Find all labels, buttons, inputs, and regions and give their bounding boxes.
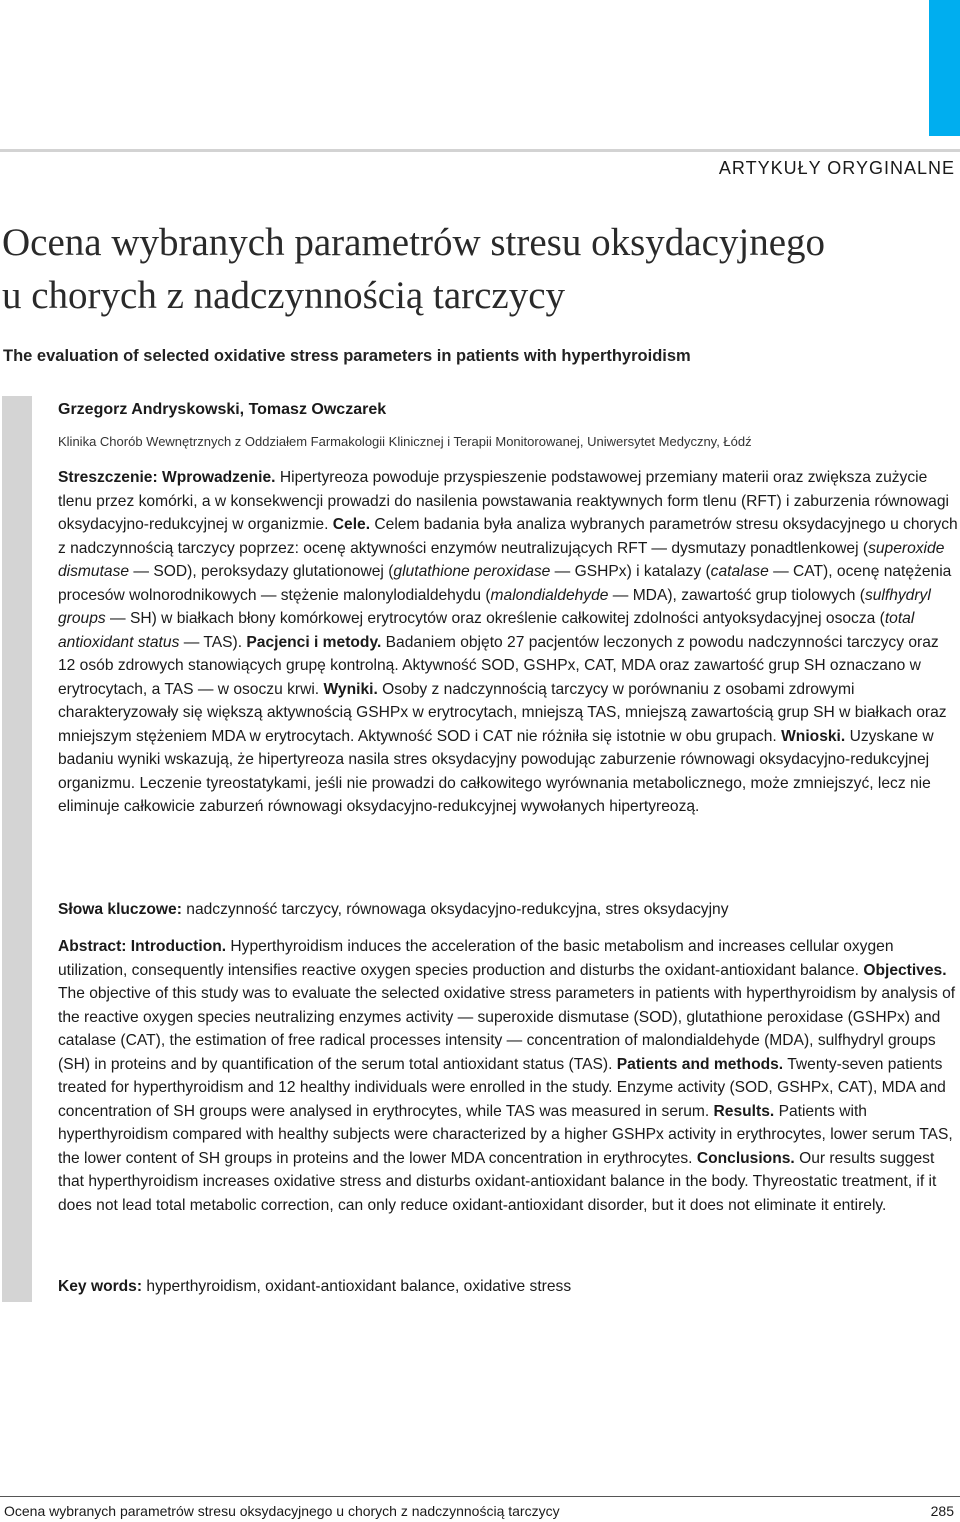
abstract: [58, 935, 958, 1217]
cele-text-6: — SH) w białkach błony komórkowej erytrocytów oraz określenie całkowitej zdolności antyoksydacyjnej osocza (: [105, 610, 885, 627]
cele-italic-4: malondialdehyde: [490, 586, 609, 604]
wyniki-text: Osoby z nadczynnością tarczycy w porównaniu z osobami zdrowymi charakteryzowały się większą aktywnością GSHPx w erytrocytach, mniejszą TAS, mniejszą zawartością grup SH w białkach oraz mniejszym stężeniem MDA w erytrocytach. Aktywność SOD i CAT nie różniła się istotnie w obu grupach.: [58, 680, 947, 745]
accent-bar: [929, 0, 960, 136]
cele-text-4: — CAT), ocenę natężenia procesów wolnorodnikowych — stężenie malonylodialdehydu (: [58, 563, 952, 604]
footer-rule: [0, 1496, 960, 1497]
abstract-text: [58, 935, 958, 1217]
key-words-label: Key words:: [58, 1278, 143, 1295]
authors: Grzegorz Andryskowski, Tomasz Owczarek: [58, 401, 387, 418]
slowa-kluczowe: [58, 901, 729, 919]
cele-text-5: — MDA), zawartość grup tiolowych (: [608, 586, 865, 604]
wnioski-label: Wnioski.: [781, 727, 846, 745]
page-number: 285: [930, 1503, 954, 1519]
pacjenci-text: Badaniem objęto 27 pacjentów leczonych z powodu nadczynności tarczycy oraz 12 osób zdrowych stanowiących grupę kontrolną. Aktywność SOD, GSHPx, CAT, MDA oraz zawartość grup SH oznaczano w erytrocytach, a TAS — w osoczu krwi.: [58, 633, 939, 698]
cele-italic-5: sulfhydryl groups: [58, 586, 931, 627]
streszczenie: [58, 466, 958, 819]
cele-text-1: Celem badania była analiza wybranych parametrów stresu oksydacyjnego u chorych z nadczynnością tarczycy poprzez: ocenę aktywności enzymów neutralizujących RFT — dysmutazy ponadtlenkowej (: [58, 516, 958, 557]
objectives-text: The objective of this study was to evaluate the selected oxidative stress parameters in patients with hyperthyroidism by analysis of the reactive oxygen species neutralizing enzymes activity — superoxide dismutase (SOD), glutathione peroxidase (GSHPx) and catalase (CAT), the estimation of free radical processes intensity — concentration of malondialdehyde (MDA), sulfhydryl groups (SH) in proteins and by quantification of the serum total antioxidant status (TAS).: [58, 985, 956, 1073]
title-line-2: u chorych z nadczynnością tarczycy: [2, 274, 566, 317]
slowa-kluczowe-label: Słowa kluczowe:: [58, 901, 182, 918]
slowa-kluczowe-text: nadczynność tarczycy, równowaga oksydacyjno-redukcyjna, stres oksydacyjny: [186, 901, 729, 918]
cele-text-2: — SOD), peroksydazy glutationowej (: [129, 563, 394, 580]
conclusions-label: Conclusions.: [696, 1149, 795, 1167]
results-label: Results.: [713, 1102, 775, 1120]
objectives-label: Objectives.: [863, 961, 947, 979]
cele-label: Cele.: [332, 516, 371, 533]
patients-text: Twenty-seven patients treated for hyperthyroidism and 12 healthy individuals were enrolled in the study. Enzyme activity (SOD, GSHPx, CAT), MDA and concentration of SH groups were analysed in erythrocytes, while TAS was measured in serum.: [58, 1055, 946, 1120]
introduction-text: Hyperthyroidism induces the acceleration of the basic metabolism and increases cellular oxygen utilization, consequently intensifies reactive oxygen species production and disturbs the oxidant-antioxidant balance.: [58, 938, 894, 979]
wprowadzenie-label: Wprowadzenie.: [162, 469, 276, 486]
cele-italic-2: glutathione peroxidase: [393, 563, 551, 580]
wnioski-text: Uzyskane w badaniu wyniki wskazują, że hipertyreoza nasila stres oksydacyjny powodując zaburzenie równowagi oksydacyjno-redukcyjnej organizmu. Leczenie tyreostatykami, jeśli nie prowadzi do całkowitego wyrównania metabolicznego, może zmniejszyć, lecz nie eliminuje całkowicie zaburzeń równowagi oksydacyjno-redukcyjnej wywołanych hipertyreozą.: [58, 727, 934, 815]
title-line-1: Ocena wybranych parametrów stresu oksydacyjnego: [2, 221, 826, 264]
results-text: Patients with hyperthyroidism compared with healthy subjects were characterized by a higher GSHPx activity in erythrocytes, lower serum TAS, the lower content of SH groups in proteins and the lower MDA concentration in erythrocytes.: [58, 1102, 953, 1167]
english-title: The evaluation of selected oxidative stress parameters in patients with hyperthyroidism: [3, 347, 691, 365]
abstract-label: Abstract:: [58, 938, 127, 955]
streszczenie-text: [58, 466, 958, 819]
patients-label: Patients and methods.: [616, 1055, 784, 1073]
cele-italic-1: superoxide dismutase: [58, 539, 945, 580]
cele-text-7: — TAS).: [179, 633, 243, 651]
conclusions-text: Our results suggest that hyperthyroidism increases oxidative stress and disturbs oxidant-antioxidant balance in the body. Thyreostatic treatment, if it does not lead total metabolic correction, can only reduce oxidant-antioxidant disorder, but it does not eliminate it entirely.: [58, 1149, 937, 1214]
cele-italic-6: total antioxidant status: [58, 610, 915, 651]
cele-text-3: — GSHPx) i katalazy (: [550, 563, 711, 580]
wprowadzenie-text: Hipertyreoza powoduje przyspieszenie podstawowej przemiany materii oraz zwiększa zużycie tlenu przez komórki, a w konsekwencji prowadzi do nasilenia powstawania reaktywnych form tlenu (RFT) i zaburzenia równowagi oksydacyjno-redukcyjnej w organizmie.: [58, 469, 949, 533]
key-words: [58, 1278, 571, 1296]
section-label: ARTYKUŁY ORYGINALNE: [718, 158, 955, 178]
article-title: [2, 216, 957, 322]
introduction-label: Introduction.: [130, 938, 227, 955]
streszczenie-label: Streszczenie:: [58, 469, 158, 486]
running-title: Ocena wybranych parametrów stresu oksydacyjnego u chorych z nadczynnością tarczycy: [4, 1503, 560, 1519]
key-words-text: hyperthyroidism, oxidant-antioxidant balance, oxidative stress: [146, 1278, 572, 1295]
pacjenci-label: Pacjenci i metody.: [246, 633, 382, 651]
top-rule: [0, 149, 960, 152]
cele-italic-3: catalase: [710, 563, 769, 580]
affiliation: Klinika Chorób Wewnętrznych z Oddziałem Farmakologii Klinicznej i Terapii Monitorowanej, Uniwersytet Medyczny, Łódź: [58, 434, 752, 449]
side-bar: [2, 396, 32, 1302]
wyniki-label: Wyniki.: [323, 680, 378, 698]
